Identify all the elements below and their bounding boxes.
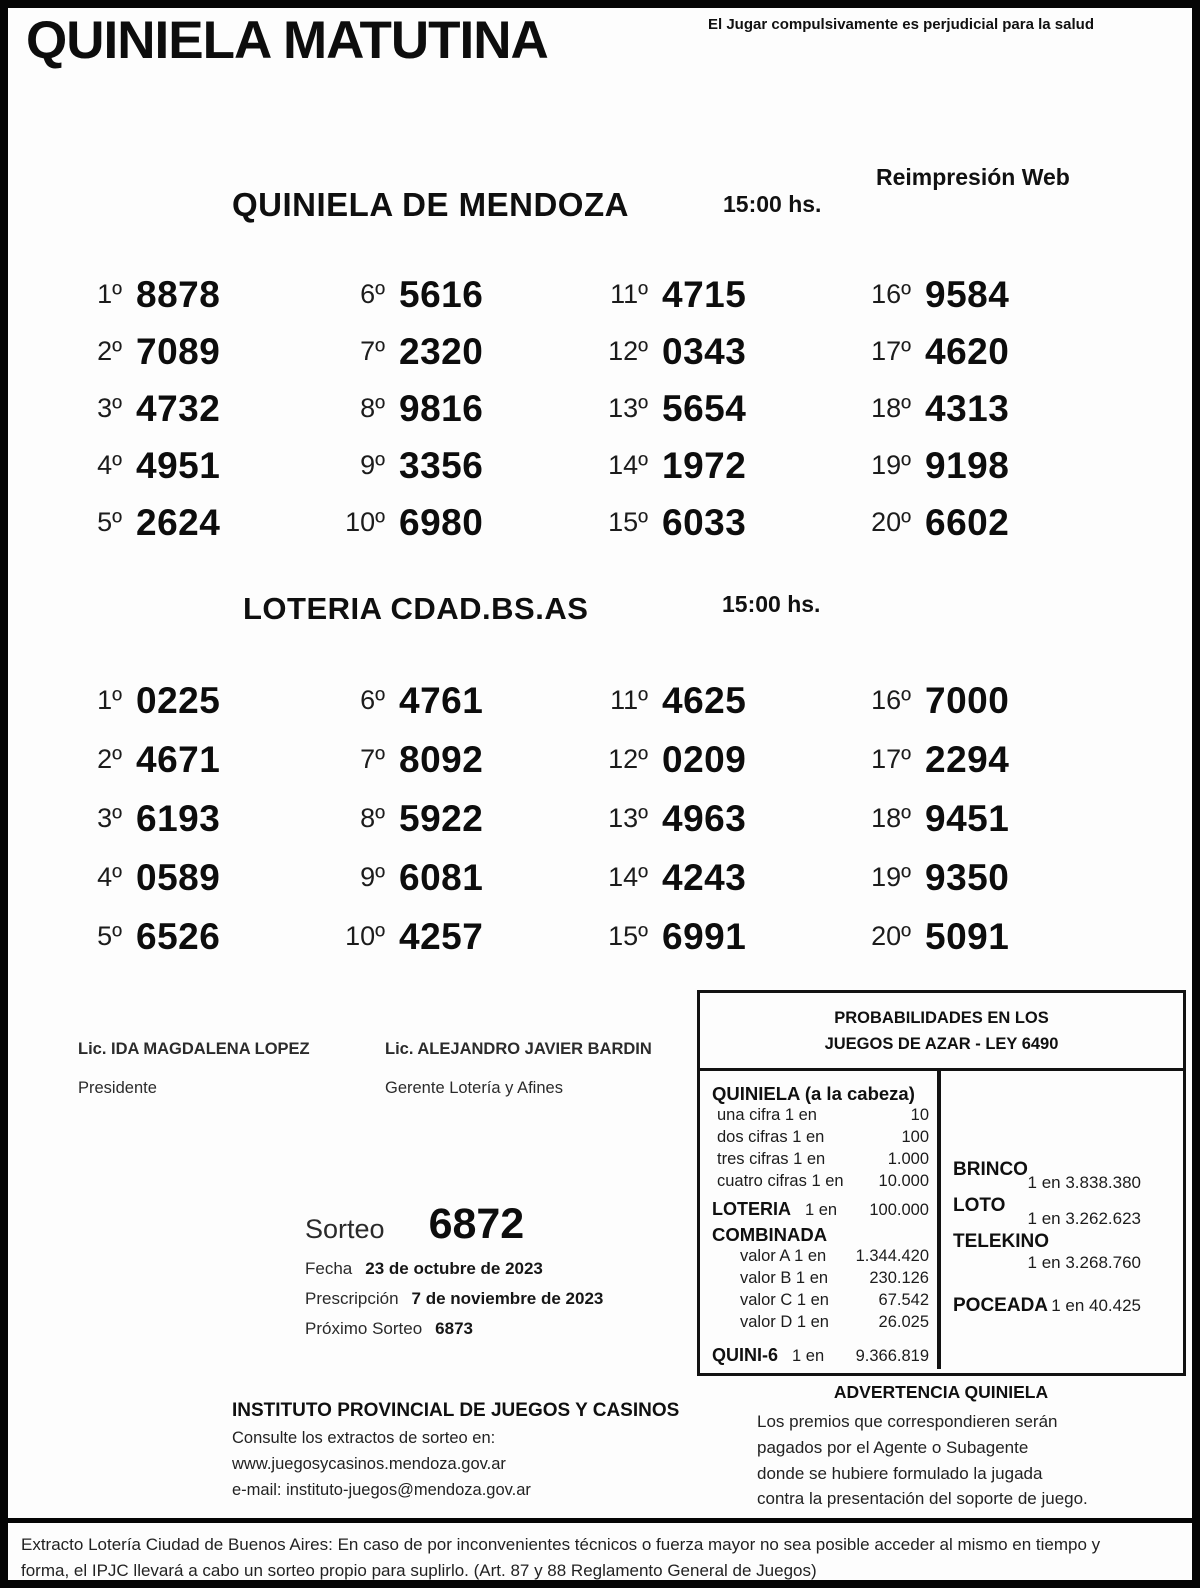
loto-name: LOTO	[953, 1195, 1006, 1217]
winning-number: 9816	[399, 387, 484, 429]
probabilities-box	[697, 990, 1186, 1376]
winning-number: 7089	[136, 330, 221, 372]
quiniela-warning-line-4: contra la presentación del soporte de juego.	[757, 1489, 1088, 1509]
winning-number: 4243	[662, 856, 747, 898]
winning-number: 6193	[136, 797, 221, 839]
next-draw-value: 6873	[435, 1319, 473, 1338]
winning-number: 0225	[136, 679, 221, 721]
winning-number: 0209	[662, 738, 747, 780]
quiniela-odds-row-3	[712, 1149, 929, 1171]
position-label: 18º	[871, 803, 911, 833]
poceada-odds	[953, 1295, 1141, 1317]
winning-number: 4625	[662, 679, 747, 721]
position-label: 15º	[608, 507, 648, 537]
date-value: 23 de octubre de 2023	[365, 1259, 543, 1278]
combinada-odds-value: 67.542	[878, 1290, 929, 1309]
mendoza-result-13	[574, 380, 837, 437]
loteria-result-13	[574, 789, 837, 848]
mendoza-result-2	[48, 323, 311, 380]
quiniela-odds-value: 100	[901, 1128, 929, 1147]
combinada-odds-value: 230.126	[869, 1268, 929, 1287]
mendoza-result-8	[311, 380, 574, 437]
loteria-result-15	[574, 907, 837, 966]
mendoza-result-6	[311, 266, 574, 323]
combinada-odds-rows	[712, 1246, 929, 1334]
loteria-results-grid	[48, 671, 1100, 966]
combinada-odds-header: COMBINADA	[712, 1223, 828, 1245]
winning-number: 5654	[662, 387, 747, 429]
loteria-result-10	[311, 907, 574, 966]
president-role: Presidente	[78, 1079, 157, 1097]
winning-number: 8092	[399, 738, 484, 780]
institute-consult-line: Consulte los extractos de sorteo en:	[232, 1429, 496, 1447]
loteria-result-11	[574, 671, 837, 730]
winning-number: 1972	[662, 444, 747, 486]
loteria-odds-row	[712, 1199, 929, 1220]
signature-manager	[385, 1040, 652, 1098]
winning-number: 4963	[662, 797, 747, 839]
brinco-odds	[953, 1159, 1141, 1193]
position-label: 6º	[360, 685, 385, 715]
probabilities-left-column	[700, 1071, 937, 1369]
winning-number: 4313	[925, 387, 1010, 429]
probabilities-right-column	[937, 1071, 1183, 1369]
winning-number: 0589	[136, 856, 221, 898]
position-label: 17º	[871, 336, 911, 366]
position-label: 10º	[345, 507, 385, 537]
winning-number: 6991	[662, 915, 747, 957]
poceada-value: 1 en 40.425	[1051, 1296, 1141, 1316]
loteria-result-1	[48, 671, 311, 730]
combinada-odds-label: valor B 1 en	[740, 1268, 829, 1287]
winning-number: 2294	[925, 738, 1010, 780]
draw-date-row	[305, 1259, 685, 1279]
loteria-result-14	[574, 848, 837, 907]
winning-number: 3356	[399, 444, 484, 486]
position-label: 11º	[610, 279, 648, 309]
position-label: 1º	[97, 685, 122, 715]
position-label: 3º	[97, 803, 122, 833]
position-label: 14º	[608, 450, 648, 480]
manager-name: Lic. ALEJANDRO JAVIER BARDIN	[385, 1040, 652, 1058]
loto-odds	[953, 1195, 1141, 1229]
institute-website: www.juegosycasinos.mendoza.gov.ar	[232, 1455, 506, 1473]
footer-line2: forma, el IPJC llevará a cabo un sorteo propio para suplirlo. (Art. 87 y 88 Reglamento General de Juegos)	[21, 1560, 817, 1580]
manager-role: Gerente Lotería y Afines	[385, 1079, 563, 1097]
combinada-odds-row-4	[712, 1312, 929, 1334]
position-label: 19º	[871, 450, 911, 480]
quini6-odds-name: QUINI-6	[712, 1344, 779, 1365]
winning-number: 9584	[925, 273, 1010, 315]
position-label: 11º	[610, 685, 648, 715]
quiniela-odds-rows	[712, 1105, 929, 1193]
loteria-odds-value: 100.000	[869, 1200, 929, 1219]
mendoza-result-14	[574, 437, 837, 494]
winning-number: 4761	[399, 679, 484, 721]
mendoza-result-19	[837, 437, 1100, 494]
quiniela-warning-text	[700, 1409, 1182, 1512]
position-label: 20º	[871, 921, 911, 951]
poceada-name: POCEADA	[953, 1295, 1049, 1317]
position-label: 2º	[97, 744, 122, 774]
winning-number: 6081	[399, 856, 484, 898]
mendoza-result-7	[311, 323, 574, 380]
quiniela-odds-value: 10	[910, 1106, 929, 1125]
health-warning-text: El Jugar compulsivamente es perjudicial para la salud	[708, 16, 1094, 33]
quiniela-odds-header: QUINIELA (a la cabeza)	[712, 1083, 915, 1105]
loteria-result-18	[837, 789, 1100, 848]
quini6-odds-row	[712, 1345, 929, 1366]
mendoza-result-20	[837, 494, 1100, 551]
quiniela-odds-label: una cifra 1 en	[717, 1106, 817, 1125]
position-label: 5º	[97, 921, 122, 951]
position-label: 7º	[360, 336, 385, 366]
quiniela-odds-value: 1.000	[887, 1150, 929, 1168]
position-label: 19º	[871, 862, 911, 892]
mendoza-draw-time: 15:00 hs.	[723, 191, 822, 217]
position-label: 5º	[97, 507, 122, 537]
position-label: 14º	[608, 862, 648, 892]
loteria-result-8	[311, 789, 574, 848]
footer-note	[8, 1518, 1192, 1580]
combinada-odds-label: valor D 1 en	[740, 1312, 829, 1331]
loteria-result-4	[48, 848, 311, 907]
quiniela-odds-label: tres cifras 1 en	[717, 1150, 826, 1168]
loteria-section-title: LOTERIA CDAD.BS.AS	[243, 591, 589, 626]
probabilities-title-line2: JUEGOS DE AZAR - LEY 6490	[824, 1034, 1059, 1053]
reprint-label: Reimpresión Web	[876, 164, 1070, 190]
position-label: 9º	[360, 450, 385, 480]
position-label: 17º	[871, 744, 911, 774]
position-label: 7º	[360, 744, 385, 774]
position-label: 1º	[97, 279, 122, 309]
quiniela-odds-row-1	[712, 1105, 929, 1127]
date-label: Fecha	[305, 1259, 353, 1278]
mendoza-result-9	[311, 437, 574, 494]
probabilities-title	[700, 993, 1183, 1071]
combinada-odds-row-2	[712, 1268, 929, 1290]
quiniela-odds-value: 10.000	[878, 1171, 929, 1190]
winning-number: 8878	[136, 273, 221, 315]
combinada-odds-row-3	[712, 1290, 929, 1312]
position-label: 16º	[871, 685, 911, 715]
draw-number-row	[305, 1200, 685, 1249]
loteria-result-3	[48, 789, 311, 848]
position-label: 13º	[608, 393, 648, 423]
quini6-odds-mid: 1 en	[792, 1346, 825, 1365]
position-label: 10º	[345, 921, 385, 951]
winning-number: 4257	[399, 915, 484, 957]
combinada-odds-value: 1.344.420	[855, 1246, 929, 1265]
mendoza-result-17	[837, 323, 1100, 380]
loteria-result-9	[311, 848, 574, 907]
mendoza-result-11	[574, 266, 837, 323]
telekino-name: TELEKINO	[953, 1231, 1050, 1253]
mendoza-result-16	[837, 266, 1100, 323]
position-label: 4º	[97, 450, 122, 480]
prescription-value: 7 de noviembre de 2023	[411, 1289, 604, 1308]
mendoza-result-4	[48, 437, 311, 494]
winning-number: 2624	[136, 501, 221, 543]
position-label: 3º	[97, 393, 122, 423]
draw-info-block	[305, 1200, 685, 1339]
loteria-result-2	[48, 730, 311, 789]
quiniela-odds-label: cuatro cifras 1 en	[717, 1171, 844, 1190]
combinada-odds-value: 26.025	[878, 1312, 929, 1331]
winning-number: 5616	[399, 273, 484, 315]
quiniela-warning-line-2: pagados por el Agente o Subagente	[757, 1437, 1029, 1457]
winning-number: 5091	[925, 915, 1010, 957]
position-label: 16º	[871, 279, 911, 309]
position-label: 13º	[608, 803, 648, 833]
winning-number: 4732	[136, 387, 221, 429]
page-title: QUINIELA MATUTINA	[26, 11, 548, 70]
next-draw-row	[305, 1319, 685, 1339]
institute-block	[232, 1400, 702, 1500]
quiniela-warning-line-1: Los premios que correspondieren serán	[757, 1412, 1058, 1431]
winning-number: 4715	[662, 273, 747, 315]
position-label: 4º	[97, 862, 122, 892]
mendoza-result-5	[48, 494, 311, 551]
quiniela-odds-row-4	[712, 1171, 929, 1193]
brinco-name: BRINCO	[953, 1159, 1028, 1181]
loteria-result-6	[311, 671, 574, 730]
draw-label: Sorteo	[305, 1214, 385, 1244]
mendoza-result-1	[48, 266, 311, 323]
probabilities-body	[700, 1071, 1183, 1369]
draw-number: 6872	[428, 1200, 525, 1248]
winning-number: 5922	[399, 797, 484, 839]
winning-number: 6526	[136, 915, 221, 957]
winning-number: 0343	[662, 330, 747, 372]
position-label: 8º	[360, 803, 385, 833]
mendoza-result-18	[837, 380, 1100, 437]
loteria-result-12	[574, 730, 837, 789]
probabilities-title-line1: PROBABILIDADES EN LOS	[834, 1009, 1049, 1027]
position-label: 9º	[360, 862, 385, 892]
loteria-result-19	[837, 848, 1100, 907]
next-draw-label: Próximo Sorteo	[305, 1319, 423, 1338]
winning-number: 7000	[925, 679, 1010, 721]
position-label: 12º	[608, 336, 648, 366]
winning-number: 9198	[925, 444, 1010, 486]
combinada-odds-label: valor A 1 en	[740, 1246, 827, 1265]
quiniela-warning-line-3: donde se hubiere formulado la jugada	[757, 1463, 1043, 1483]
winning-number: 9451	[925, 797, 1010, 839]
winning-number: 4671	[136, 738, 221, 780]
winning-number: 4620	[925, 330, 1010, 372]
loteria-odds-mid: 1 en	[805, 1200, 838, 1219]
loteria-result-17	[837, 730, 1100, 789]
position-label: 6º	[360, 279, 385, 309]
winning-number: 2320	[399, 330, 484, 372]
position-label: 2º	[97, 336, 122, 366]
mendoza-result-10	[311, 494, 574, 551]
mendoza-result-15	[574, 494, 837, 551]
footer-line1: Extracto Lotería Ciudad de Buenos Aires: En caso de por inconvenientes técnicos o fuerza mayor no sea posible acceder al mismo en tiempo y	[21, 1535, 1101, 1554]
winning-number: 6602	[925, 501, 1010, 543]
position-label: 12º	[608, 744, 648, 774]
combinada-odds-row-1	[712, 1246, 929, 1268]
quiniela-warning-title: ADVERTENCIA QUINIELA	[833, 1382, 1049, 1402]
combinada-odds-label: valor C 1 en	[740, 1290, 829, 1309]
quiniela-odds-row-2	[712, 1127, 929, 1149]
telekino-value: 1 en 3.268.760	[1027, 1253, 1141, 1273]
loteria-result-7	[311, 730, 574, 789]
prescription-row	[305, 1289, 685, 1309]
brinco-value: 1 en 3.838.380	[1027, 1173, 1141, 1193]
prescription-label: Prescripción	[305, 1289, 399, 1308]
mendoza-result-3	[48, 380, 311, 437]
winning-number: 9350	[925, 856, 1010, 898]
mendoza-section-title: QUINIELA DE MENDOZA	[232, 186, 629, 223]
quini6-odds-value: 9.366.819	[855, 1346, 929, 1365]
winning-number: 6033	[662, 501, 747, 543]
president-name: Lic. IDA MAGDALENA LOPEZ	[78, 1040, 310, 1058]
position-label: 15º	[608, 921, 648, 951]
loteria-result-20	[837, 907, 1100, 966]
position-label: 20º	[871, 507, 911, 537]
position-label: 18º	[871, 393, 911, 423]
loto-value: 1 en 3.262.623	[1027, 1209, 1141, 1229]
loteria-odds-name: LOTERIA	[712, 1198, 791, 1219]
loteria-result-16	[837, 671, 1100, 730]
institute-email: e-mail: instituto-juegos@mendoza.gov.ar	[232, 1481, 531, 1499]
quiniela-warning-block	[700, 1382, 1182, 1512]
telekino-odds	[953, 1231, 1141, 1273]
mendoza-results-grid	[48, 266, 1100, 551]
position-label: 8º	[360, 393, 385, 423]
signature-president	[78, 1040, 310, 1098]
loteria-draw-time: 15:00 hs.	[722, 591, 821, 617]
quiniela-odds-label: dos cifras 1 en	[717, 1128, 825, 1147]
mendoza-result-12	[574, 323, 837, 380]
loteria-result-5	[48, 907, 311, 966]
winning-number: 6980	[399, 501, 484, 543]
winning-number: 4951	[136, 444, 221, 486]
institute-name: INSTITUTO PROVINCIAL DE JUEGOS Y CASINOS	[232, 1400, 680, 1421]
